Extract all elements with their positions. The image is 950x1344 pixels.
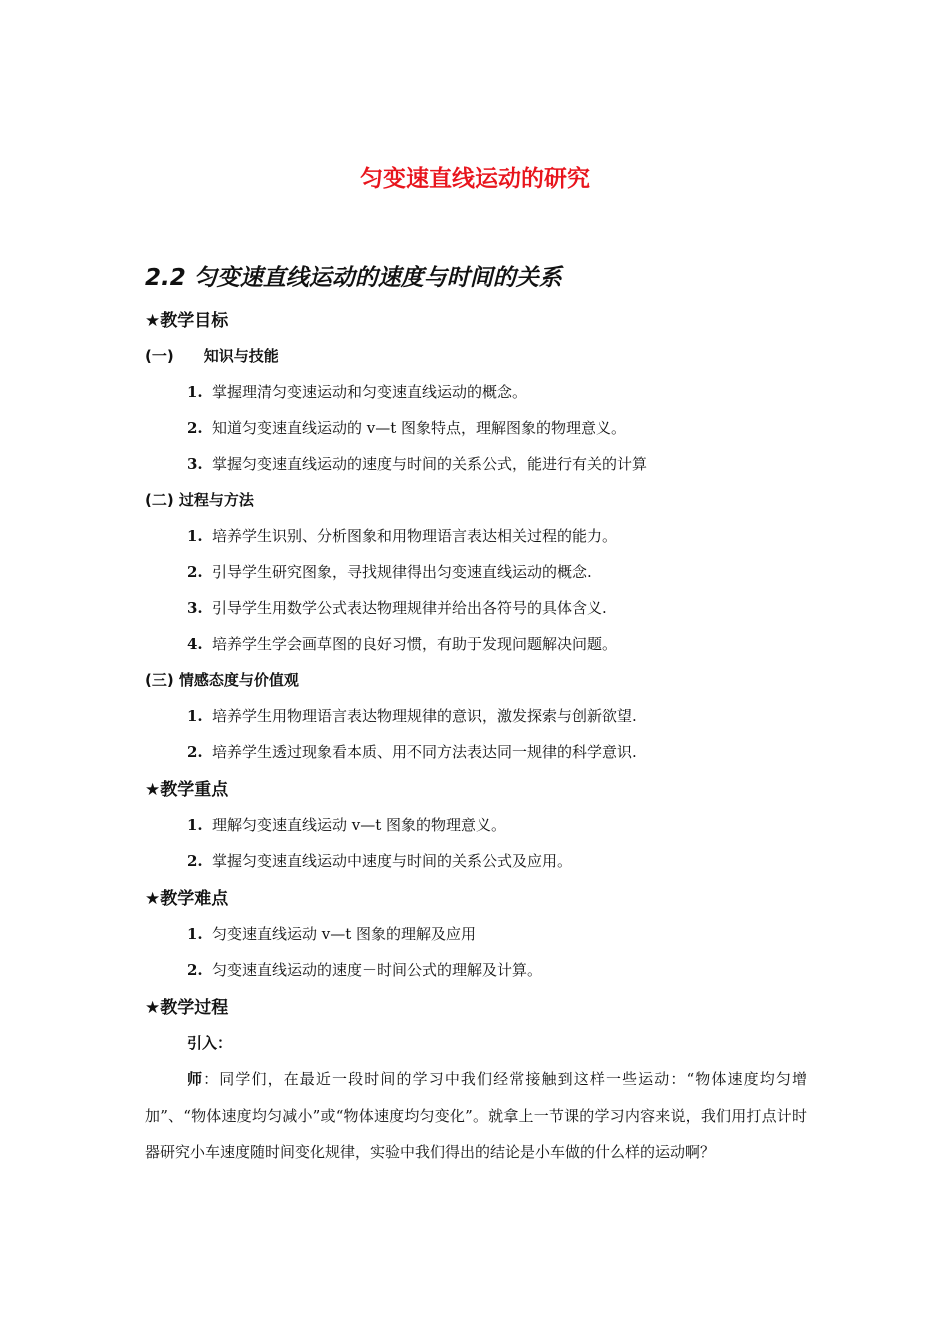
item-text: 掌握匀变速直线运动中速度与时间的关系公式及应用。 bbox=[212, 852, 573, 870]
intro-label: 引入： bbox=[187, 1034, 233, 1052]
item-text: 理解匀变速直线运动 v—t 图象的物理意义。 bbox=[212, 816, 507, 834]
teacher-paragraph bbox=[145, 1061, 807, 1171]
item-text: 匀变速直线运动 v—t 图象的理解及应用 bbox=[212, 925, 477, 943]
speaker-label: 师 bbox=[187, 1070, 204, 1088]
item-number: 1. bbox=[187, 816, 203, 834]
item-number: 2. bbox=[187, 743, 203, 761]
item-text: 培养学生透过现象看本质、用不同方法表达同一规律的科学意识. bbox=[212, 743, 637, 761]
item-text: 掌握理清匀变速运动和匀变速直线运动的概念。 bbox=[212, 383, 528, 401]
item-text: 掌握匀变速直线运动的速度与时间的关系公式，能进行有关的计算 bbox=[212, 455, 648, 473]
knowledge-marker: (一) bbox=[145, 347, 174, 365]
item-text: 培养学生学会画草图的良好习惯，有助于发现问题解决问题。 bbox=[212, 635, 618, 653]
item-number: 1. bbox=[187, 383, 203, 401]
list-item bbox=[187, 381, 527, 402]
item-number: 2. bbox=[187, 419, 203, 437]
list-item bbox=[187, 525, 617, 546]
list-item bbox=[187, 453, 647, 474]
item-number: 2. bbox=[187, 852, 203, 870]
item-number: 3. bbox=[187, 455, 203, 473]
list-item bbox=[187, 561, 592, 582]
item-text: 引导学生研究图象，寻找规律得出匀变速直线运动的概念. bbox=[212, 563, 592, 581]
item-number: 1. bbox=[187, 925, 203, 943]
list-item bbox=[187, 923, 476, 944]
section-subtitle: 2.2 匀变速直线运动的速度与时间的关系 bbox=[145, 265, 562, 291]
item-text: 知道匀变速直线运动的 v—t 图象特点，理解图象的物理意义。 bbox=[212, 419, 627, 437]
item-number: 2. bbox=[187, 563, 203, 581]
document-title: 匀变速直线运动的研究 bbox=[360, 166, 590, 192]
item-number: 1. bbox=[187, 527, 203, 545]
objectives-heading: ★教学目标 bbox=[145, 311, 229, 331]
item-text: 引导学生用数学公式表达物理规律并给出各符号的具体含义. bbox=[212, 599, 607, 617]
list-item bbox=[187, 741, 637, 762]
key-points-heading: ★教学重点 bbox=[145, 780, 229, 800]
attitude-subheading: (三) 情感态度与价值观 bbox=[145, 671, 299, 689]
item-number: 2. bbox=[187, 961, 203, 979]
difficulties-heading: ★教学难点 bbox=[145, 889, 229, 909]
list-item bbox=[187, 814, 506, 835]
list-item bbox=[187, 633, 617, 654]
knowledge-subheading bbox=[145, 345, 279, 366]
process-subheading: (二) 过程与方法 bbox=[145, 491, 254, 509]
list-item bbox=[187, 597, 607, 618]
list-item bbox=[187, 959, 542, 980]
item-text: 培养学生识别、分析图象和用物理语言表达相关过程的能力。 bbox=[212, 527, 618, 545]
teaching-process-heading: ★教学过程 bbox=[145, 998, 229, 1018]
list-item bbox=[187, 705, 637, 726]
list-item bbox=[187, 850, 572, 871]
item-number: 3. bbox=[187, 599, 203, 617]
item-text: 培养学生用物理语言表达物理规律的意识，激发探索与创新欲望. bbox=[212, 707, 637, 725]
item-number: 1. bbox=[187, 707, 203, 725]
item-number: 4. bbox=[187, 635, 203, 653]
knowledge-label: 知识与技能 bbox=[203, 347, 279, 365]
list-item bbox=[187, 417, 626, 438]
item-text: 匀变速直线运动的速度－时间公式的理解及计算。 bbox=[212, 961, 543, 979]
speech-text: ：同学们，在最近一段时间的学习中我们经常接触到这样一些运动：“物体速度均匀增加”、“物体速度均匀减小”或“物体速度均匀变化”。就拿上一节课的学习内容来说，我们用打点计时器研究小车速度随时间变化规律，实验中我们得出的结论是小车做的什么样的运动啊？ bbox=[145, 1070, 807, 1161]
